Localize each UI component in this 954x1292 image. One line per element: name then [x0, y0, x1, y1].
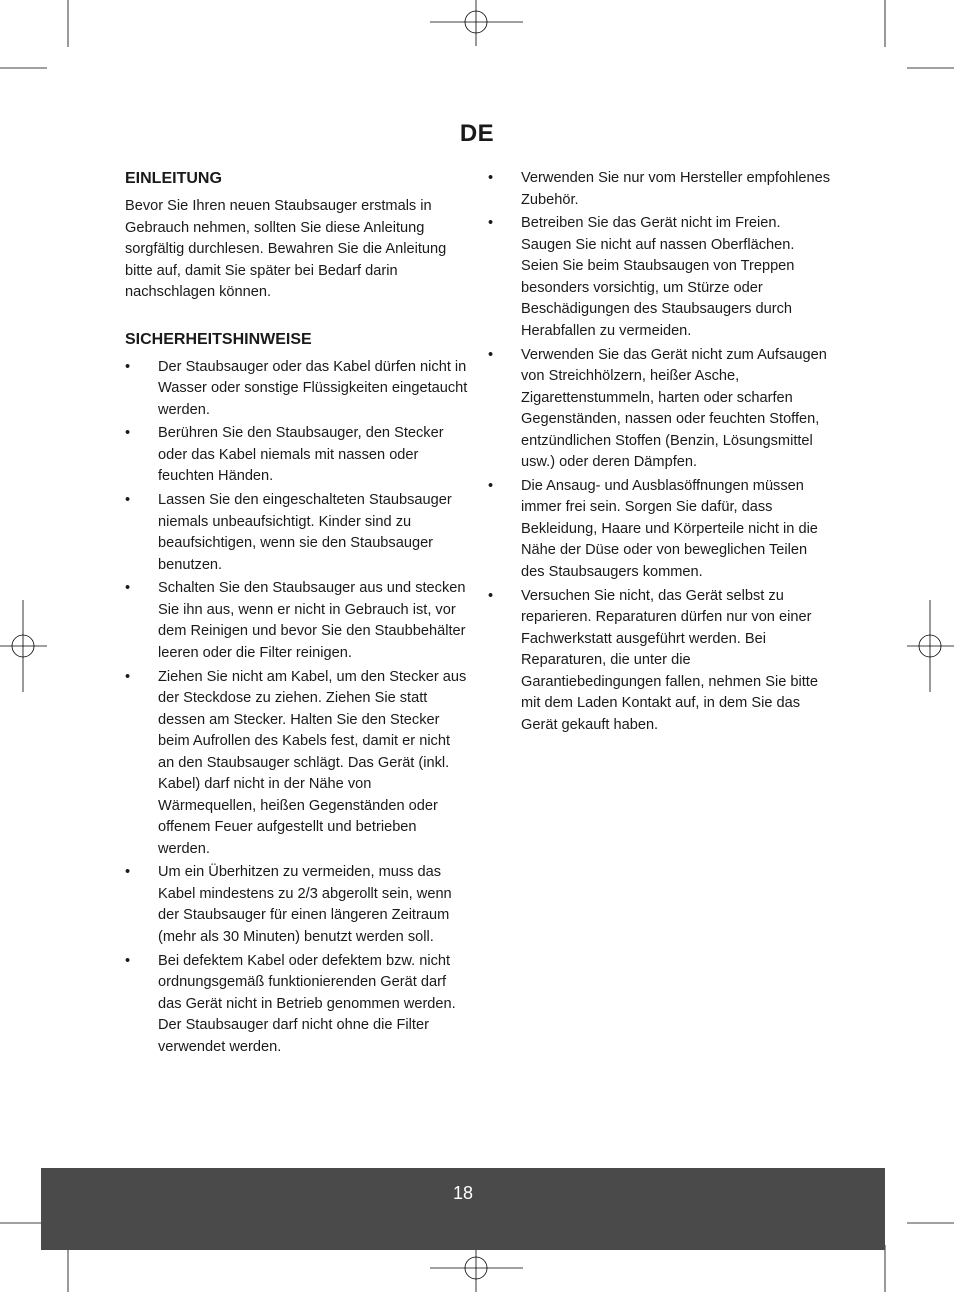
bullet-icon: • — [488, 170, 494, 186]
right-column — [488, 168, 833, 738]
language-code-heading: DE — [459, 120, 495, 147]
bullet-icon: • — [125, 580, 131, 597]
list-item — [125, 357, 470, 422]
list-item — [125, 490, 470, 576]
list-item — [125, 951, 470, 1059]
list-item-text: Lassen Sie den eingeschalteten Staubsauger niemals unbeaufsichtigt. Kinder sind zu beaufsichtigen, wenn sie den Staubsauger benutzen. — [158, 492, 452, 573]
intro-section — [125, 168, 470, 304]
page-number: 18 — [452, 1183, 474, 1203]
list-item — [488, 213, 833, 342]
list-item-text: Schalten Sie den Staubsauger aus und stecken Sie ihn aus, wenn er nicht in Gebrauch ist, vor dem Reinigen und bevor Sie den Staubbehälter leeren oder die Filter reinigen. — [158, 580, 466, 661]
list-item — [125, 667, 470, 861]
intro-text: Bevor Sie Ihren neuen Staubsauger erstmals in Gebrauch nehmen, sollten Sie diese Anleitung sorgfältig durchlesen. Bewahren Sie die Anleitung bitte auf, damit Sie später bei Bedarf darin nachschlagen können. — [125, 198, 447, 300]
list-item — [125, 578, 470, 664]
list-item — [125, 423, 470, 488]
list-item-text: Betreiben Sie das Gerät nicht im Freien. Saugen Sie nicht auf nassen Oberflächen. Seien Sie beim Staubsaugen von Treppen besonders vorsichtig, um Stürze oder Beschädigungen des Staubsaugers durch Herabfallen zu vermeiden. — [521, 215, 795, 339]
bullet-icon: • — [125, 358, 131, 375]
list-item-text: Versuchen Sie nicht, das Gerät selbst zu reparieren. Reparaturen dürfen nur von einer Fachwerkstatt ausgeführt werden. Bei Reparaturen, die unter die Garantiebedingungen fallen, nehmen Sie bitte mit dem Laden Kontakt auf, in dem Sie das Gerät gekauft haben. — [521, 587, 818, 733]
bullet-icon: • — [125, 668, 131, 685]
bullet-icon: • — [125, 864, 131, 881]
list-item-text: Berühren Sie den Staubsauger, den Stecker oder das Kabel niemals mit nassen oder feuchten Händen. — [158, 425, 444, 485]
safety-section — [125, 329, 470, 1059]
list-item — [125, 862, 470, 948]
bullet-icon: • — [125, 952, 131, 969]
left-column — [125, 168, 470, 1061]
safety-list-right — [488, 168, 833, 736]
intro-heading: EINLEITUNG — [125, 170, 222, 187]
bullet-icon: • — [488, 346, 494, 363]
bullet-icon: • — [488, 215, 494, 232]
list-item — [488, 586, 833, 737]
bullet-icon: • — [488, 587, 494, 604]
list-item — [488, 476, 833, 584]
page-footer — [41, 1168, 885, 1250]
list-item-text: Ziehen Sie nicht am Kabel, um den Stecker aus der Steckdose zu ziehen. Ziehen Sie statt dessen am Stecker. Halten Sie den Stecker beim Aufrollen des Kabels fest, damit er nicht an den Staubsauger schlägt. Das Gerät (inkl. Kabel) darf nicht in der Nähe von Wärmequellen, heißen Gegenständen oder offenem Feuer aufgestellt und betrieben werden. — [158, 668, 467, 857]
safety-list-left — [125, 357, 470, 1059]
bullet-icon: • — [488, 477, 494, 494]
list-item-text: Verwenden Sie das Gerät nicht zum Aufsaugen von Streichhölzern, heißer Asche, Zigarettenstummeln, harten oder scharfen Gegenständen, nassen oder feuchten Stoffen, entzündlichen Stoffen (Benzin, Lösungsmittel usw.) oder deren Dämpfen. — [521, 346, 827, 471]
bullet-icon: • — [125, 425, 131, 442]
safety-heading: SICHERHEITSHINWEISE — [125, 330, 312, 348]
list-item-text: Der Staubsauger oder das Kabel dürfen nicht in Wasser oder sonstige Flüssigkeiten eingetaucht werden. — [158, 358, 468, 418]
bullet-icon: • — [125, 492, 131, 509]
list-item-text: Bei defektem Kabel oder defektem bzw. nicht ordnungsgemäß funktionierenden Gerät darf das Gerät nicht in Betrieb genommen werden. Der Staubsauger darf nicht ohne die Filter verwendet werden. — [158, 952, 456, 1055]
list-item-text: Um ein Überhitzen zu vermeiden, muss das Kabel mindestens zu 2/3 abgerollt sein, wenn der Staubsauger für einen längeren Zeitraum (mehr als 30 Minuten) benutzt werden soll. — [158, 864, 452, 945]
list-item — [488, 345, 833, 474]
list-item-text: Verwenden Sie nur vom Hersteller empfohlenes Zubehör. — [521, 170, 831, 208]
list-item-text: Die Ansaug- und Ausblasöffnungen müssen immer frei sein. Sorgen Sie dafür, dass Bekleidung, Haare und Körperteile nicht in die Nähe der Düse oder von beweglichen Teilen des Staubsaugers kommen. — [521, 477, 818, 580]
list-item — [488, 168, 833, 211]
